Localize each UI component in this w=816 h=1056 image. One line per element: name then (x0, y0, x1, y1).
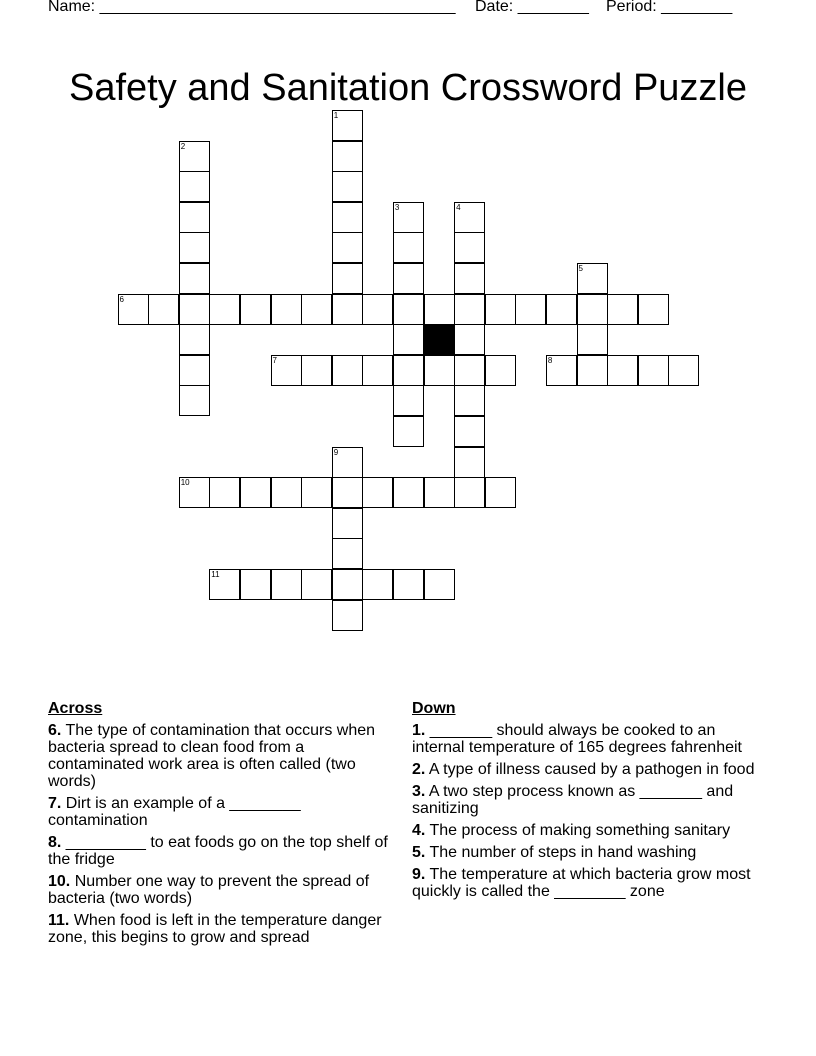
grid-cell[interactable] (454, 263, 485, 294)
grid-cell[interactable] (179, 355, 210, 386)
grid-cell[interactable] (485, 294, 516, 325)
grid-cell[interactable] (332, 569, 363, 600)
grid-cell[interactable] (393, 232, 424, 263)
grid-cell[interactable] (332, 355, 363, 386)
clue-number: 11. (48, 912, 70, 929)
grid-cell[interactable] (332, 232, 363, 263)
clue-number-label: 1 (333, 111, 339, 120)
clue-number-label: 10 (180, 478, 190, 488)
grid-cell[interactable] (393, 477, 424, 508)
clue-number: 2. (412, 761, 426, 778)
clue-number: 6. (48, 722, 62, 739)
clue-number-label: 9 (333, 447, 339, 457)
period-field[interactable]: Period: ________ (606, 0, 733, 15)
down-clue (412, 844, 762, 861)
clue-text: When food is left in the temperature danger zone, this begins to grow and spread (48, 912, 382, 946)
down-clue (412, 761, 762, 778)
across-clue (48, 834, 398, 868)
clue-text: The temperature at which bacteria grow most quickly is called the ________ zone (412, 866, 751, 900)
grid-cell[interactable] (577, 324, 608, 355)
grid-cell[interactable] (454, 202, 485, 233)
clue-number-label: 5 (578, 264, 583, 273)
grid-cell[interactable] (638, 294, 669, 325)
clue-text: Dirt is an example of a ________ contamination (48, 795, 301, 829)
clue-number-label: 11 (211, 570, 220, 579)
grid-cell[interactable] (393, 416, 424, 447)
grid-cell[interactable] (179, 477, 210, 508)
grid-cell[interactable] (485, 355, 516, 386)
grid-cell[interactable] (424, 294, 455, 325)
clue-number: 4. (412, 822, 426, 839)
grid-cell[interactable] (179, 385, 210, 416)
clue-text: The process of making something sanitary (429, 822, 731, 839)
black-square (424, 324, 455, 355)
grid-cell[interactable] (393, 324, 424, 355)
across-clues (48, 700, 398, 951)
grid-cell[interactable] (362, 569, 393, 600)
grid-cell[interactable] (271, 355, 302, 386)
grid-cell[interactable] (454, 477, 485, 508)
grid-cell[interactable] (240, 569, 271, 600)
clue-text: A two step process known as _______ and sanitizing (412, 783, 734, 817)
grid-cell[interactable] (179, 263, 210, 294)
grid-cell[interactable] (454, 385, 485, 416)
grid-cell[interactable] (362, 477, 393, 508)
grid-cell[interactable] (332, 141, 363, 172)
grid-cell[interactable] (393, 385, 424, 416)
clue-number: 5. (412, 844, 426, 861)
down-clues (412, 700, 762, 905)
across-heading: Across (48, 700, 103, 717)
clue-number-label: 7 (272, 355, 277, 365)
grid-cell[interactable] (271, 294, 302, 325)
down-clue (412, 722, 762, 756)
clue-number: 7. (48, 795, 62, 812)
date-field[interactable]: Date: ________ (475, 0, 589, 15)
grid-cell[interactable] (332, 110, 363, 141)
grid-cell[interactable] (454, 232, 485, 263)
grid-cell[interactable] (209, 294, 240, 325)
down-clue (412, 783, 762, 817)
down-clue (412, 866, 762, 900)
grid-cell[interactable] (332, 294, 363, 325)
across-clue (48, 795, 398, 829)
grid-cell[interactable] (240, 477, 271, 508)
grid-cell[interactable] (179, 324, 210, 355)
across-clue (48, 912, 398, 946)
grid-cell[interactable] (179, 202, 210, 233)
grid-cell[interactable] (332, 171, 363, 202)
grid-cell[interactable] (393, 355, 424, 386)
grid-cell[interactable] (179, 294, 210, 325)
clue-number: 9. (412, 866, 426, 883)
clue-number: 1. (412, 722, 426, 739)
grid-cell[interactable] (148, 294, 179, 325)
grid-cell[interactable] (607, 294, 638, 325)
clue-text: _______ should always be cooked to an internal temperature of 165 degrees fahrenheit (412, 722, 742, 756)
grid-cell[interactable] (209, 477, 240, 508)
grid-cell[interactable] (485, 477, 516, 508)
grid-cell[interactable] (301, 569, 332, 600)
across-clue (48, 873, 398, 907)
grid-cell[interactable] (118, 294, 149, 325)
grid-cell[interactable] (301, 294, 332, 325)
clue-number: 10. (48, 873, 71, 890)
grid-cell[interactable] (179, 141, 210, 172)
grid-cell[interactable] (393, 263, 424, 294)
name-field[interactable]: Name: ________________________________________ (48, 0, 456, 15)
clue-number: 3. (412, 783, 426, 800)
clue-number-label: 8 (547, 355, 553, 365)
grid-cell[interactable] (301, 355, 332, 386)
grid-cell[interactable] (577, 355, 608, 386)
grid-cell[interactable] (577, 263, 608, 294)
grid-cell[interactable] (301, 477, 332, 508)
grid-cell[interactable] (362, 355, 393, 386)
grid-cell[interactable] (332, 263, 363, 294)
clue-number-label: 3 (394, 202, 400, 212)
clue-text: A type of illness caused by a pathogen in food (428, 761, 755, 778)
grid-cell[interactable] (454, 324, 485, 355)
clue-number: 8. (48, 834, 62, 851)
clue-number-label: 6 (119, 294, 124, 304)
grid-cell[interactable] (668, 355, 699, 386)
grid-cell[interactable] (362, 294, 393, 325)
grid-cell[interactable] (332, 508, 363, 539)
clue-text: The number of steps in hand washing (429, 844, 697, 861)
grid-cell[interactable] (638, 355, 669, 386)
grid-cell[interactable] (454, 355, 485, 386)
grid-cell[interactable] (515, 294, 546, 325)
grid-cell[interactable] (179, 171, 210, 202)
grid-cell[interactable] (454, 416, 485, 447)
grid-cell[interactable] (577, 294, 608, 325)
clue-number-label: 2 (180, 141, 186, 151)
grid-cell[interactable] (271, 477, 302, 508)
grid-cell[interactable] (607, 355, 638, 386)
grid-cell[interactable] (393, 294, 424, 325)
grid-cell[interactable] (393, 569, 424, 600)
grid-cell[interactable] (546, 294, 577, 325)
grid-cell[interactable] (332, 202, 363, 233)
grid-cell[interactable] (209, 569, 240, 600)
grid-cell[interactable] (393, 202, 424, 233)
clue-text: The type of contamination that occurs when bacteria spread to clean food from a contaminated work area is often called (two words) (48, 722, 376, 790)
grid-cell[interactable] (424, 569, 455, 600)
grid-cell[interactable] (332, 477, 363, 508)
grid-cell[interactable] (179, 232, 210, 263)
grid-cell[interactable] (240, 294, 271, 325)
grid-cell[interactable] (454, 447, 485, 478)
grid-cell[interactable] (332, 538, 363, 569)
across-clue (48, 722, 398, 790)
grid-cell[interactable] (271, 569, 302, 600)
grid-cell[interactable] (424, 355, 455, 386)
grid-cell[interactable] (424, 477, 455, 508)
grid-cell[interactable] (454, 294, 485, 325)
down-clue (412, 822, 762, 839)
clue-number-label: 4 (456, 202, 461, 212)
grid-cell[interactable] (332, 447, 363, 478)
grid-cell[interactable] (332, 600, 363, 631)
clue-text: _________ to eat foods go on the top shelf of the fridge (48, 834, 388, 868)
clue-text: Number one way to prevent the spread of bacteria (two words) (48, 873, 370, 907)
grid-cell[interactable] (546, 355, 577, 386)
page-title: Safety and Sanitation Crossword Puzzle (68, 67, 748, 110)
down-heading: Down (412, 700, 456, 717)
